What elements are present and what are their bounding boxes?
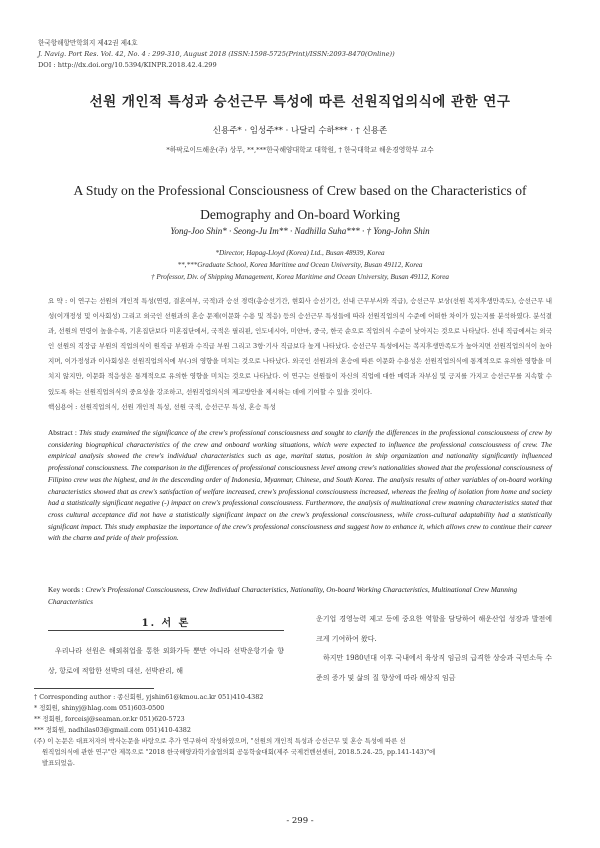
doi-line: DOI : http://dx.doi.org/10.5394/KINPR.2018.42.4.299: [38, 61, 217, 69]
page-number: - 299 -: [286, 816, 314, 826]
affiliation-en-1: *Director, Hapag-Lloyd (Korea) Ltd., Busan 48939, Korea: [215, 249, 385, 257]
journal-name-ko: 한국항해항만학회지 제42권 제4호: [38, 39, 138, 47]
keywords-ko: [48, 402, 552, 411]
footnote-author-2: ** 정회원, forceisj@seaman.or.kr 051)620-5723: [34, 715, 185, 723]
body-paragraph: 운기업 경영능력 제고 등에 중요한 역할을 담당하여 해운산업 성장과 발전에 크게 기여하여 왔다.: [316, 615, 552, 643]
authors-en: Yong-Joo Shin* · Seong-Ju Im** · Nadhilla Suha*** · † Yong-John Shin: [170, 226, 430, 236]
abstract-en-label: Abstract :: [48, 428, 80, 437]
affiliations-en: [0, 247, 600, 283]
body-paragraph: 하지만 1980년대 이후 국내에서 육상직 임금의 급격한 상승과 국민소득 수준의 증가 및 삶의 질 향상에 따라 해상직 임금: [316, 654, 552, 682]
footnote-author-3: *** 정회원, nadhilas03@gmail.com 051)410-4382: [34, 726, 191, 734]
body-paragraph: 우리나라 선원은 해외취업을 통한 외화가득 뿐만 아니라 선박운항기술 향상, 항로에 적합한 선박의 대선, 선박관리, 해: [48, 647, 284, 675]
footnote-author-1: * 정회원, shinyj@hlag.com 051)603-0500: [34, 704, 165, 712]
keywords-en-text: Crew's Professional Consciousness, Crew Individual Characteristics, Nationality, On-board Working Characteristics, Multinational Crew Manning Characteristics: [48, 585, 518, 606]
keywords-ko-label: 핵심용어 :: [48, 403, 80, 411]
section-heading-rule: [48, 630, 284, 631]
footnote-corresponding: † Corresponding author : 종신회원, yjshin61@kmou.ac.kr 051)410-4382: [34, 693, 264, 701]
footnote-note-3: 발표되었음.: [42, 759, 75, 767]
abstract-en-text: This study examined the significance of the crew's professional consciousness and sought to clarify the differences in the professional consciousness of crew by considering biographical characteristics of the crew and onboard working situations, which were expected to influence the professional consciousness of crew. The empirical analysis showed the crew's individual characteristics such as age, marital status, position in ship organization and nationality significantly influenced professional consciousness. The comparison in the differences of professional consciousness level among crew's nationalities showed that the professional consciousness of Filipino crew was the highest, and in the descending order of Indonesia, Myanmar, Chinese, and South Korea. The analysis results of other variables of on-board working characteristics showed that as crew's satisfaction of welfare increased, crew's professional consciousness increased, whereas the feeling of isolation from home and society had a statistically significant negative (-) impact on crew's professional consciousness. Furthermore, the analysis of multinational crew manning characteristics stated that cross cultural acceptance did not have a statistically significant impact on the crew's professional consciousness, while cross-cultural adaptability had a statistically significant impact. This study emphasize the importance of the crew's professional consciousness and suggest how to enhance it, which allows crew to continue their career with the charm and pride of their profession.: [48, 428, 552, 543]
keywords-en-label: Key words :: [48, 585, 86, 594]
section-heading: 1. 서 론: [141, 618, 191, 629]
journal-citation: J. Navig. Port Res. Vol. 42, No. 4 : 299-310, August 2018 (ISSN:1598-5725(Print)/ISSN:2093-8470(Online)): [38, 50, 395, 58]
footnote-note-1: (주) 이 논문은 대표저자의 박사논문을 바탕으로 추가 연구하여 작성하였으며, "선원의 개인적 특성과 승선근무 및 혼승 특성에 따른 선: [34, 737, 406, 745]
body-column-left: [48, 642, 284, 681]
footnotes: [34, 692, 554, 769]
abstract-ko: [48, 294, 552, 400]
affiliation-en-3: † Professor, Div. of Shipping Management, Korea Maritime and Ocean University, Busan 49112, Korea: [151, 273, 449, 281]
journal-header: [38, 38, 558, 71]
authors-ko: 신용주* · 임성주** · 나달리 수하*** · † 신용존: [212, 126, 388, 136]
abstract-ko-label: 요 약 :: [48, 297, 70, 305]
paper-title-en: A Study on the Professional Consciousness of Crew based on the Characteristics of Demography and On-board Working: [73, 183, 527, 222]
abstract-ko-text: 이 연구는 선원의 개인적 특성(연령, 결혼여부, 국적)과 승선 경력(총승선기간, 현회사 승선기간, 선내 근무부서와 직급), 승선근무 보상(선원 복지후생만족도), 승선근무 내성(이개정성 및 이사회성) 그리고 외국인 선원과의 혼승 문제(이문화 수용 및 적응) 등의 승선근무 특성들에 따라 선원직업의식 수준에 어떠한 차이가 있는지를 분석하였다. 분석결과, 선원의 연령이 높을수록, 기혼집단보다 미혼집단에서, 국적은 필리핀, 인도네시아, 미얀마, 중국, 한국 순으로 직업의식 수준이 낮아지는 것으로 나타났다. 선내 직급에서는 외국인 선원의 직장급 부원의 직업의식이 원직급 부원과 수직급 부원 그리고 3항·기사 직급보다 높게 나타났다. 승선근무 특성에서는 복지후생만족도가 높아지면 선원직업의식이 높아지며, 이가정성과 이사회성은 선원직업의식에 부(-)의 영향을 미치는 것으로 나타났다. 외국인 선원과의 혼승에 따른 이문화 수용성은 선원직업의식에 통계적으로 유의한 영향을 미치지 않지만, 이문화 적응성은 통계적으로 유의한 영향을 미치는 것으로 나타났다. 이 연구는 선원들이 자신의 직업에 대한 매력과 자부심 및 긍지를 가지고 승선근무를 지속할 수 있도록 하는 선원직업의식의 중요성을 강조하고, 선원직업의식의 제고방안을 제시하는 데에 기여할 수 있을 것이다.: [48, 297, 552, 396]
footnote-rule: [34, 688, 154, 689]
paper-title-ko: 선원 개인적 특성과 승선근무 특성에 따른 선원직업의식에 관한 연구: [89, 94, 511, 110]
keywords-ko-text: 선원직업의식, 선원 개인적 특성, 선원 국적, 승선근무 특성, 혼승 특성: [79, 403, 276, 411]
affiliations-ko: *하팍로이드해운(주) 상무, **,***한국해양대학교 대학원, † 한국대학교 해운경영학부 교수: [166, 146, 434, 154]
abstract-en: [48, 427, 552, 544]
body-column-right: [316, 610, 552, 688]
footnote-note-2: 원직업의식에 관한 연구"란 제목으로 "2018 한국해양과학기술협의회 공동학술대회(제주 국제컨벤션센터, 2018.5.24.-25, pp.141-143)"에: [42, 748, 436, 756]
keywords-en: [48, 584, 552, 607]
affiliation-en-2: **,***Graduate School, Korea Maritime and Ocean University, Busan 49112, Korea: [177, 261, 423, 269]
